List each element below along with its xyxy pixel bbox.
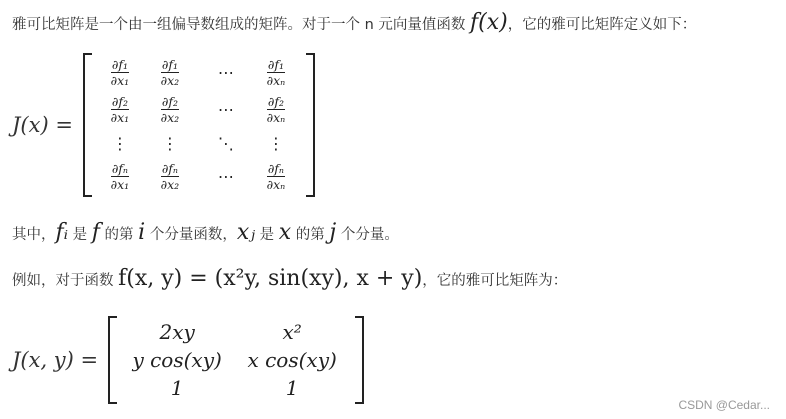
numerator: ∂f₂ (161, 94, 178, 109)
matrix-entry: 1 (285, 376, 299, 400)
intro-text: 雅可比矩阵是一个由一组偏导数组成的矩阵。对于一个 n 元向量值函数 (12, 17, 466, 33)
denominator: ∂x₂ (160, 73, 180, 88)
denominator: ∂xₙ (266, 110, 286, 125)
partial-derivative (161, 162, 180, 191)
example-text: 例如，对于函数 (12, 273, 114, 289)
math-i: i (138, 220, 146, 245)
example-text-after: ，它的雅可比矩阵为： (422, 273, 568, 289)
denominator: ∂x₁ (110, 73, 130, 88)
math-xj: xⱼ (236, 220, 256, 245)
right-bracket (306, 53, 315, 197)
example-matrix (121, 318, 351, 402)
denominator: ∂x₁ (110, 110, 130, 125)
math-f: f (91, 220, 100, 245)
matrix-entry: y cos(xy) (132, 348, 222, 372)
matrix-ellipsis: ⋱ (217, 133, 234, 153)
intro-after: ，它的雅可比矩阵定义如下： (507, 17, 697, 33)
where-paragraph (12, 220, 399, 245)
numerator: ∂f₂ (267, 94, 284, 109)
numerator: ∂f₁ (161, 57, 178, 72)
partial-derivative (111, 95, 130, 124)
math-x: x (278, 220, 292, 245)
partial-derivative (161, 95, 180, 124)
numerator: ∂fₙ (267, 161, 284, 176)
example-paragraph (12, 266, 567, 291)
jacobian-lhs: J(x) = (12, 112, 73, 137)
left-bracket (83, 53, 92, 197)
matrix-ellipsis: ⋮ (161, 133, 178, 153)
partial-derivative (111, 58, 130, 87)
matrix-entry: 1 (170, 376, 184, 400)
where-text: 的第 (291, 227, 330, 243)
partial-derivative (267, 58, 286, 87)
numerator: ∂fₙ (161, 161, 178, 176)
matrix-ellipsis: ⋯ (217, 100, 234, 119)
partial-derivative (267, 162, 286, 191)
partial-derivative (111, 162, 130, 191)
intro-function: f(x) (470, 10, 508, 35)
matrix-entry: 2xy (159, 320, 195, 344)
watermark: CSDN @Cedar... (678, 398, 770, 412)
math-j: j (329, 220, 337, 245)
denominator: ∂xₙ (266, 177, 286, 192)
denominator: ∂xₙ (266, 73, 286, 88)
matrix-ellipsis: ⋯ (217, 167, 234, 186)
jacobian-matrix (98, 54, 298, 195)
math-fi: fᵢ (55, 220, 69, 245)
where-text: 是 (68, 227, 92, 243)
partial-derivative (267, 95, 286, 124)
example-lhs: J(x, y) = (12, 348, 99, 372)
where-text: 是 (255, 227, 279, 243)
matrix-entry: x cos(xy) (247, 348, 337, 372)
numerator: ∂f₂ (111, 94, 128, 109)
denominator: ∂x₂ (160, 177, 180, 192)
where-text: 个分量。 (336, 227, 399, 243)
numerator: ∂f₁ (111, 57, 128, 72)
right-bracket (355, 316, 364, 404)
where-text: 其中， (12, 227, 56, 243)
matrix-ellipsis: ⋮ (267, 133, 284, 153)
matrix-ellipsis: ⋯ (217, 63, 234, 82)
numerator: ∂f₁ (267, 57, 284, 72)
matrix-ellipsis: ⋮ (111, 133, 128, 153)
matrix-entry: x² (282, 320, 302, 344)
intro-paragraph (12, 10, 696, 35)
example-jacobian (12, 316, 364, 404)
jacobian-definition (12, 52, 315, 197)
partial-derivative (161, 58, 180, 87)
numerator: ∂fₙ (111, 161, 128, 176)
example-function: f(x, y) = (x²y, sin(xy), x + y) (118, 266, 423, 291)
left-bracket (108, 316, 117, 404)
where-text: 的第 (99, 227, 139, 243)
where-text: 个分量函数， (145, 227, 237, 243)
denominator: ∂x₂ (160, 110, 180, 125)
denominator: ∂x₁ (110, 177, 130, 192)
